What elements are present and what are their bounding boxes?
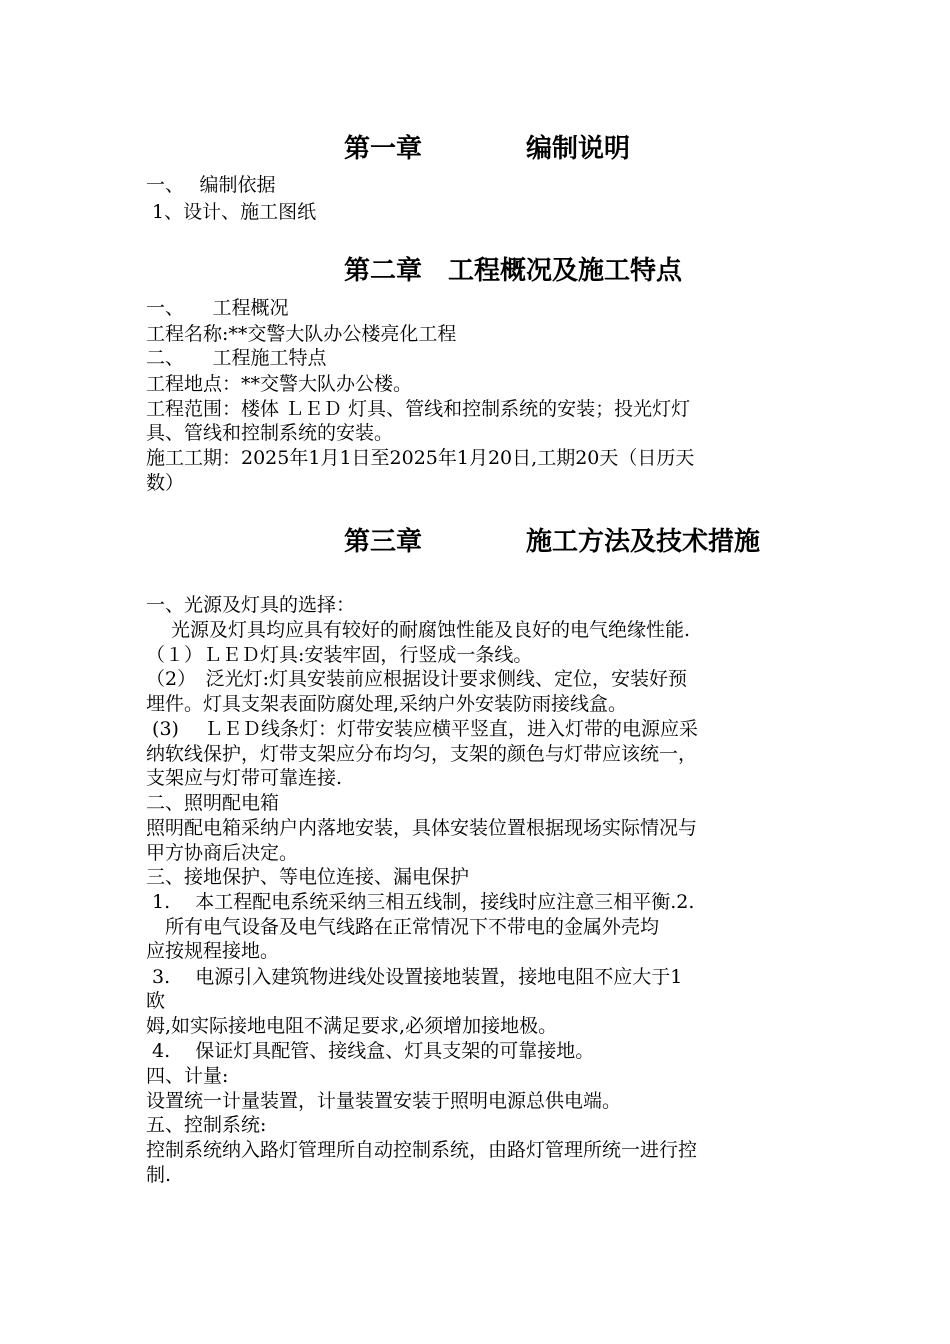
chapter-2-line-6: 具、管线和控制系统的安装。: [146, 422, 394, 444]
chapter-3-line-13: 1. 本工程配电系统采纳三相五线制，接线时应注意三相平衡.2.: [146, 891, 695, 913]
chapter-3-line-6: (3) ＬＥＤ线条灯：灯带安装应横平竖直，进入灯带的电源应采: [146, 718, 698, 740]
chapter-3-line-14: 所有电气设备及电气线路在正常情况下不带电的金属外壳均: [146, 916, 660, 938]
chapter-3-line-17: 欧: [146, 990, 166, 1012]
chapter-2-line-4: 工程地点：**交警大队办公楼。: [146, 373, 413, 395]
chapter-2-line-5: 工程范围：楼体 ＬＥＤ 灯具、管线和控制系统的安装；投光灯灯: [146, 398, 691, 420]
chapter-3-line-18: 姆,如实际接地电阻不满足要求,必须增加接地极。: [146, 1015, 558, 1037]
chapter-3-line-15: 应按规程接地。: [146, 940, 280, 962]
chapter-3-line-8: 支架应与灯带可靠连接.: [146, 767, 343, 789]
chapter-3-line-9: 二、照明配电箱: [146, 792, 280, 814]
chapter-3-line-10: 照明配电箱采纳户内落地安装，具体安装位置根据现场实际情况与: [146, 817, 698, 839]
chapter-3-line-2: 光源及灯具均应具有较好的耐腐蚀性能及良好的电气绝缘性能.: [146, 619, 691, 641]
chapter-3-line-21: 设置统一计量装置，计量装置安装于照明电源总供电端。: [146, 1090, 622, 1112]
chapter-1-heading: 第一章 编制说明: [344, 134, 631, 164]
chapter-1-line-2: 1、设计、施工图纸: [146, 201, 317, 223]
chapter-2-line-7: 施工工期：2025年1月1日至2025年1月20日,工期20天（日历天: [146, 447, 695, 469]
chapter-2-heading: 第二章 工程概况及施工特点: [344, 256, 683, 286]
chapter-3-line-5: 埋件。灯具支架表面防腐处理,采纳户外安装防雨接线盒。: [146, 693, 628, 715]
chapter-3-line-1: 一、光源及灯具的选择：: [146, 594, 356, 616]
chapter-3-line-16: 3. 电源引入建筑物进线处设置接地装置，接地电阻不应大于1: [146, 966, 683, 988]
chapter-3-line-12: 三、接地保护、等电位连接、漏电保护: [146, 866, 470, 888]
chapter-3-line-19: 4. 保证灯具配管、接线盒、灯具支架的可靠接地。: [146, 1040, 595, 1062]
chapter-2-line-1: 一、 工程概况: [146, 297, 289, 319]
chapter-3-line-23: 控制系统纳入路灯管理所自动控制系统，由路灯管理所统一进行控: [146, 1139, 698, 1161]
chapter-3-line-11: 甲方协商后决定。: [146, 842, 299, 864]
chapter-3-line-3: （１）ＬＥＤ灯具:安装牢固，行竖成一条线。: [146, 644, 533, 666]
chapter-2-line-2: 工程名称:**交警大队办公楼亮化工程: [146, 323, 457, 345]
chapter-1-line-1: 一、 编制依据: [146, 174, 276, 196]
chapter-3-heading: 第三章 施工方法及技术措施: [344, 527, 761, 557]
chapter-3-line-4: （2） 泛光灯:灯具安装前应根据设计要求侧线、定位，安装好预: [146, 668, 687, 690]
chapter-2-line-3: 二、 工程施工特点: [146, 347, 327, 369]
chapter-3-line-24: 制.: [146, 1164, 172, 1186]
chapter-3-line-7: 纳软线保护，灯带支架应分布均匀，支架的颜色与灯带应该统一，: [146, 743, 698, 765]
chapter-3-line-20: 四、计量:: [146, 1065, 229, 1087]
chapter-3-line-22: 五、控制系统:: [146, 1114, 267, 1136]
chapter-2-line-8: 数）: [146, 472, 185, 494]
